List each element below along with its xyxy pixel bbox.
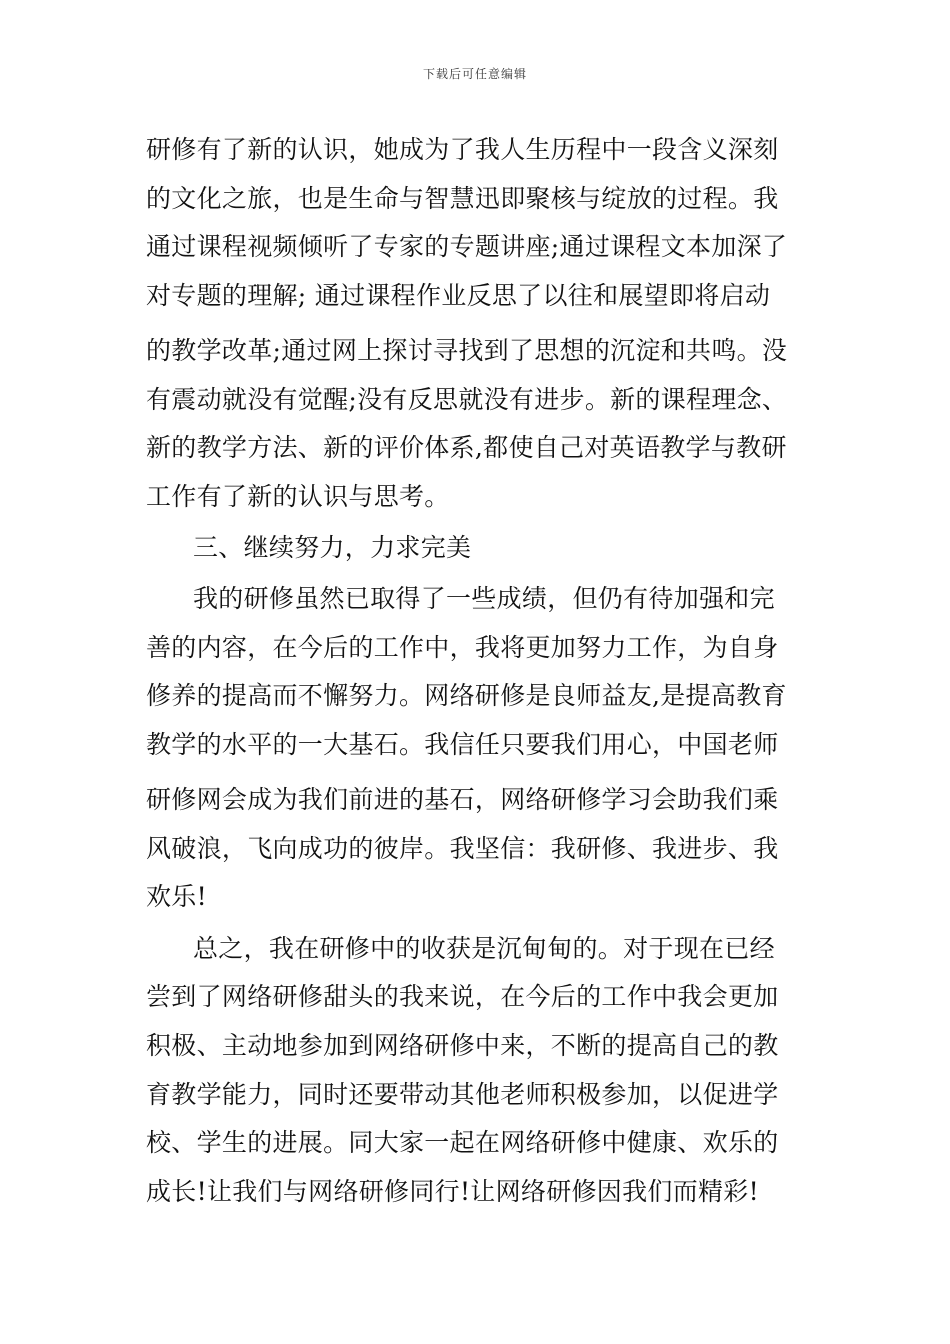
text-line: 有震动就没有觉醒;没有反思就没有进步。新的课程理念、 xyxy=(146,385,788,414)
text-line: 修养的提高而不懈努力。网络研修是良师益友,是提高教育 xyxy=(146,681,787,710)
text-line: 我的研修虽然已取得了一些成绩，但仍有待加强和完 xyxy=(193,584,775,613)
text-line: 研修有了新的认识，她成为了我人生历程中一段含义深刻 xyxy=(146,135,779,164)
text-line: 育教学能力，同时还要带动其他老师积极参加，以促进学 xyxy=(146,1080,779,1109)
text-line: 工作有了新的认识与思考。 xyxy=(146,482,450,511)
text-line: 欢乐! xyxy=(146,882,207,911)
text-line: 研修网会成为我们前进的基石，网络研修学习会助我们乘 xyxy=(146,785,779,814)
text-line: 风破浪，飞向成功的彼岸。我坚信：我研修、我进步、我 xyxy=(146,834,779,863)
text-line: 通过课程视频倾听了专家的专题讲座;通过课程文本加深了 xyxy=(146,232,788,261)
text-line: 积极、主动地参加到网络研修中来，不断的提高自己的教 xyxy=(146,1031,779,1060)
header-note: 下载后可任意编辑 xyxy=(422,67,527,81)
text-line: 的文化之旅，也是生命与智慧迅即聚核与绽放的过程。我 xyxy=(146,184,779,213)
text-line: 的教学改革;通过网上探讨寻找到了思想的沉淀和共鸣。没 xyxy=(146,336,788,365)
text-line: 对专题的理解; 通过课程作业反思了以往和展望即将启动 xyxy=(146,281,771,310)
section-heading: 三、继续努力，力求完美 xyxy=(193,533,472,562)
text-line: 校、学生的进展。同大家一起在网络研修中健康、欢乐的 xyxy=(146,1128,779,1157)
text-line: 成长!让我们与网络研修同行!让网络研修因我们而精彩! xyxy=(146,1177,759,1206)
text-line: 新的教学方法、新的评价体系,都使自己对英语教学与教研 xyxy=(146,433,787,462)
text-line: 总之，我在研修中的收获是沉甸甸的。对于现在已经 xyxy=(193,934,775,963)
text-line: 教学的水平的一大基石。我信任只要我们用心，中国老师 xyxy=(146,730,779,759)
text-line: 善的内容，在今后的工作中，我将更加努力工作，为自身 xyxy=(146,633,779,662)
text-line: 尝到了网络研修甜头的我来说，在今后的工作中我会更加 xyxy=(146,982,779,1011)
